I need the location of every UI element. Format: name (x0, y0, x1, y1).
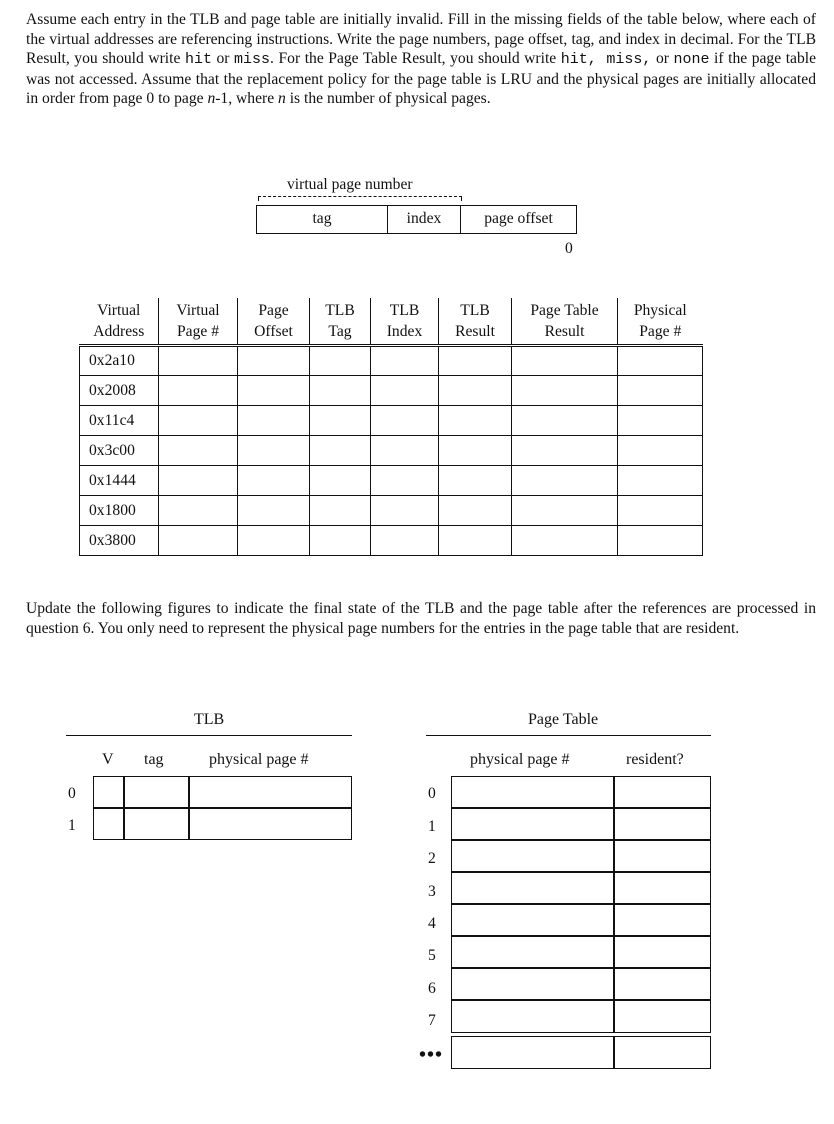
pt-ppn-cell[interactable] (451, 839, 615, 873)
virtual-address-cell: 0x3800 (80, 526, 159, 556)
tlb-title-rule (66, 735, 352, 736)
field-page-offset: page offset (484, 210, 553, 227)
table-row (80, 376, 703, 406)
pt-row-index: 1 (428, 818, 436, 835)
answer-cell[interactable] (159, 436, 238, 466)
pt-row-index: 5 (428, 947, 436, 964)
code-miss: miss (234, 51, 271, 68)
answer-cell[interactable] (512, 436, 618, 466)
tlb-col-v: V (102, 751, 114, 768)
intro-text-5: is the number of physical pages. (285, 90, 491, 107)
virtual-address-cell: 0x1444 (80, 466, 159, 496)
tlb-tag-cell[interactable] (123, 776, 190, 809)
answer-cell[interactable] (371, 376, 439, 406)
answer-cell[interactable] (618, 436, 703, 466)
answer-cell[interactable] (310, 436, 371, 466)
vpn-bracket (258, 196, 462, 201)
code-none: none (673, 51, 710, 68)
tlb-tag-cell[interactable] (123, 807, 190, 840)
tlb-row-index: 0 (68, 785, 76, 802)
pt-resident-cell[interactable] (613, 935, 711, 969)
var-n: n (207, 90, 216, 107)
answer-cell[interactable] (618, 466, 703, 496)
answer-cell[interactable] (310, 376, 371, 406)
answer-cell[interactable] (618, 346, 703, 376)
answer-cell[interactable] (159, 346, 238, 376)
table-row (80, 526, 703, 556)
pt-ppn-cell[interactable] (451, 967, 615, 1001)
pt-ppn-cell[interactable] (451, 807, 615, 841)
answer-cell[interactable] (310, 496, 371, 526)
intro-text-3: if the page table was not accessed. Assume that the replacement policy for the page table is LRU and the physical pages are initially allocated in order from page 0 to page (26, 50, 816, 107)
pt-ppn-cell[interactable] (451, 776, 615, 809)
intro-text-or-2: or (651, 50, 674, 67)
answer-cell[interactable] (159, 406, 238, 436)
vpn-label: virtual page number (287, 176, 413, 193)
header-tlb-tag: TLB Tag (310, 298, 371, 346)
answer-cell[interactable] (238, 496, 310, 526)
tlb-valid-cell[interactable] (93, 807, 125, 840)
pt-ppn-cell[interactable] (451, 903, 615, 937)
answer-cell[interactable] (439, 346, 512, 376)
answer-cell[interactable] (310, 346, 371, 376)
virtual-address-cell: 0x2a10 (80, 346, 159, 376)
field-index: index (388, 206, 461, 233)
pt-resident-cell[interactable] (613, 807, 711, 841)
update-paragraph: Update the following figures to indicate the final state of the TLB and the page table after the references are processed in question 6. You only need to represent the physical page numbers for the entries in the page table that are resident. (26, 600, 816, 637)
pt-col-resident: resident? (626, 751, 684, 768)
translation-table (79, 298, 703, 556)
code-hit: hit (184, 51, 212, 68)
virtual-address-cell: 0x11c4 (80, 406, 159, 436)
header-tlb-result: TLB Result (439, 298, 512, 346)
header-tlb-index: TLB Index (371, 298, 439, 346)
answer-cell[interactable] (238, 466, 310, 496)
answer-cell[interactable] (512, 466, 618, 496)
pt-row-index: 3 (428, 883, 436, 900)
page-table-title-rule (426, 735, 711, 736)
pt-ppn-cell[interactable] (451, 871, 615, 905)
table-row (80, 496, 703, 526)
virtual-address-cell: 0x3c00 (80, 436, 159, 466)
answer-cell[interactable] (238, 346, 310, 376)
answer-cell[interactable] (159, 466, 238, 496)
code-hit-miss: hit, miss, (560, 51, 652, 68)
table-row (80, 406, 703, 436)
pt-resident-cell[interactable] (613, 967, 711, 1001)
tlb-title: TLB (194, 711, 225, 728)
answer-cell[interactable] (371, 436, 439, 466)
answer-cell[interactable] (439, 376, 512, 406)
answer-cell[interactable] (618, 406, 703, 436)
tlb-valid-cell[interactable] (93, 776, 125, 809)
answer-cell[interactable] (371, 526, 439, 556)
answer-cell[interactable] (512, 376, 618, 406)
field-tag: tag (257, 206, 388, 233)
pt-ppn-cell[interactable] (451, 935, 615, 969)
address-field-box (256, 205, 577, 234)
pt-ellipsis: ••• (419, 1044, 444, 1066)
pt-ppn-cell[interactable] (451, 999, 615, 1033)
answer-cell[interactable] (512, 526, 618, 556)
pt-resident-cell[interactable] (613, 999, 711, 1033)
pt-resident-cell[interactable] (613, 776, 711, 809)
header-physical-page: Physical Page # (618, 298, 703, 346)
intro-text-or: or (211, 50, 235, 67)
answer-cell[interactable] (439, 496, 512, 526)
var-n-2: n (278, 90, 286, 107)
header-page-offset: Page Offset (238, 298, 310, 346)
answer-cell[interactable] (439, 466, 512, 496)
answer-cell[interactable] (310, 406, 371, 436)
answer-cell[interactable] (310, 466, 371, 496)
tlb-col-tag: tag (144, 751, 164, 768)
pt-resident-cell[interactable] (613, 903, 711, 937)
answer-cell[interactable] (310, 526, 371, 556)
pt-row-index: 0 (428, 785, 436, 802)
answer-cell[interactable] (159, 496, 238, 526)
answer-cell[interactable] (439, 406, 512, 436)
pt-resident-cell[interactable] (613, 871, 711, 905)
offset-bit-zero: 0 (565, 240, 573, 257)
answer-cell[interactable] (371, 466, 439, 496)
answer-cell[interactable] (371, 346, 439, 376)
intro-text-2: . For the Page Table Result, you should write (270, 50, 561, 67)
intro-text-4: -1, where (215, 90, 279, 107)
virtual-address-cell: 0x1800 (80, 496, 159, 526)
answer-cell[interactable] (618, 496, 703, 526)
table-header-row (80, 298, 703, 346)
header-page-table-result: Page Table Result (512, 298, 618, 346)
answer-cell[interactable] (371, 406, 439, 436)
pt-col-physical-page: physical page # (470, 751, 570, 768)
answer-cell[interactable] (238, 406, 310, 436)
answer-cell[interactable] (238, 436, 310, 466)
pt-row-index: 2 (428, 850, 436, 867)
page-table-title: Page Table (528, 711, 599, 728)
pt-resident-cell[interactable] (613, 1036, 711, 1069)
tlb-col-physical-page: physical page # (209, 751, 309, 768)
table-row (80, 346, 703, 376)
intro-text-1: Assume each entry in the TLB and page table are initially invalid. Fill in the missing fields of the table below, where each of the virtual addresses are referencing instructions. Write the page numbers, page offset, tag, and index in decimal. For the TLB Result, you should write (26, 11, 816, 67)
pt-row-index: 4 (428, 915, 436, 932)
answer-cell[interactable] (512, 496, 618, 526)
header-virtual-page: Virtual Page # (159, 298, 238, 346)
virtual-address-cell: 0x2008 (80, 376, 159, 406)
pt-ppn-cell[interactable] (451, 1036, 615, 1069)
pt-row-index: 6 (428, 980, 436, 997)
answer-cell[interactable] (159, 526, 238, 556)
answer-cell[interactable] (238, 376, 310, 406)
table-row (80, 466, 703, 496)
answer-cell[interactable] (439, 526, 512, 556)
instructions-paragraph (26, 10, 816, 109)
answer-cell[interactable] (159, 376, 238, 406)
answer-cell[interactable] (371, 496, 439, 526)
answer-cell[interactable] (512, 406, 618, 436)
tlb-ppn-cell[interactable] (188, 776, 352, 809)
tlb-row-index: 1 (68, 817, 76, 834)
answer-cell[interactable] (618, 376, 703, 406)
answer-cell[interactable] (238, 526, 310, 556)
table-row (80, 436, 703, 466)
tlb-ppn-cell[interactable] (188, 807, 352, 840)
pt-row-index: 7 (428, 1012, 436, 1029)
answer-cell[interactable] (512, 346, 618, 376)
header-virtual-address: Virtual Address (93, 302, 145, 340)
pt-resident-cell[interactable] (613, 839, 711, 873)
answer-cell[interactable] (618, 526, 703, 556)
answer-cell[interactable] (439, 436, 512, 466)
